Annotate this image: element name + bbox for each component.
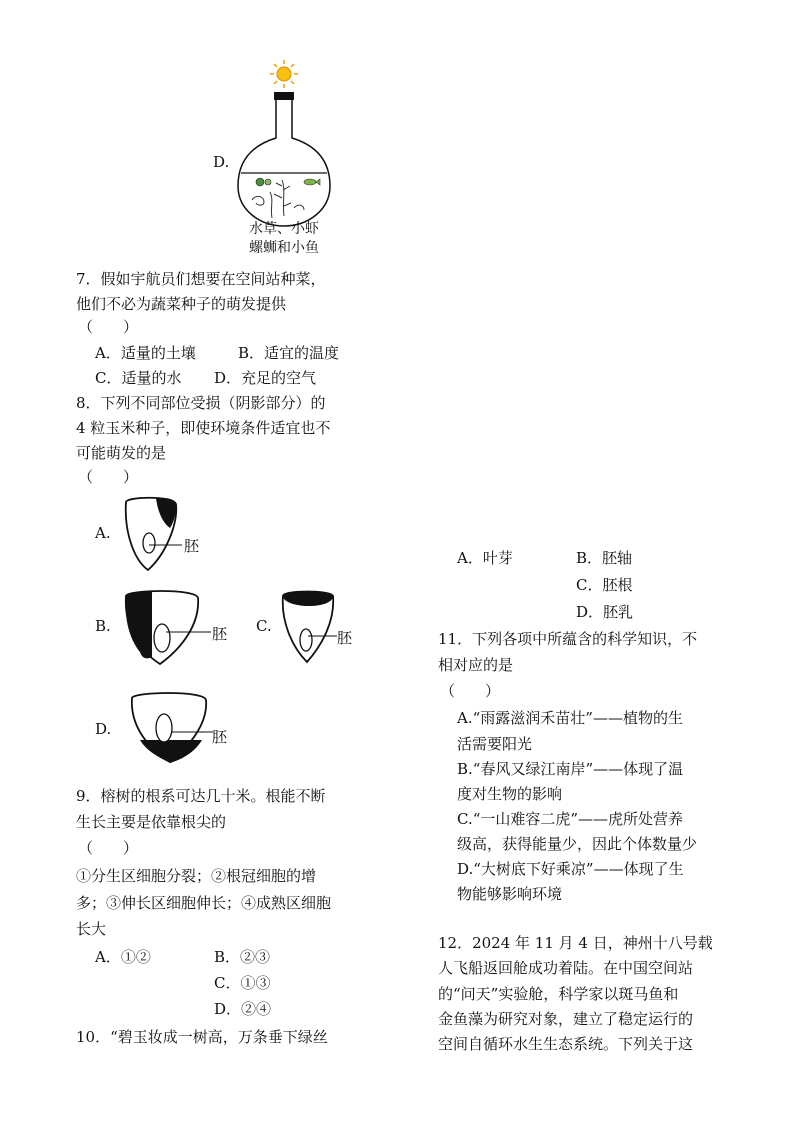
q10-option-d: D．胚乳 xyxy=(576,603,634,621)
q9-option-a: A．①② xyxy=(95,948,151,966)
flask-stopper xyxy=(274,92,294,100)
q11-option-d-line1: D.“大树底下好乘凉”——体现了生 xyxy=(457,860,684,878)
q9-answer-blank: （ ） xyxy=(78,839,139,857)
q9-option-b: B．②③ xyxy=(214,948,271,966)
q7-option-a: A．适量的土壤 xyxy=(95,344,196,362)
q12-stem-line4: 金鱼藻为研究对象，建立了稳定运行的 xyxy=(438,1010,694,1028)
seed-d-embryo-label: 胚 xyxy=(212,728,228,746)
q7-option-b: B．适宜的温度 xyxy=(238,344,340,362)
seed-b-embryo-label: 胚 xyxy=(212,625,228,643)
q8-stem-line3: 可能萌发的是 xyxy=(76,444,167,462)
q9-statements-line1: ①分生区细胞分裂；②根冠细胞的增 xyxy=(76,867,317,885)
q11-option-a-line2: 活需要阳光 xyxy=(457,735,533,753)
seed-a-pointer-line xyxy=(149,541,183,551)
q11-option-b-line2: 度对生物的影响 xyxy=(457,785,563,803)
q9-option-d: D．②④ xyxy=(214,1000,272,1018)
q7-option-d: D．充足的空气 xyxy=(214,369,317,387)
seed-a-embryo-label: 胚 xyxy=(184,537,200,555)
q12-stem-line3: 的“问天”实验舱，科学家以斑马鱼和 xyxy=(438,985,679,1003)
q11-option-c-line1: C.“一山难容二虎”——虎所处营养 xyxy=(457,810,684,828)
q8-answer-blank: （ ） xyxy=(78,468,139,486)
q11-stem-line1: 11．下列各项中所蕴含的科学知识，不 xyxy=(438,630,698,648)
q10-option-c: C．胚根 xyxy=(576,576,633,594)
q12-stem-line5: 空间自循环水生生态系统。下列关于这 xyxy=(438,1035,694,1053)
sun-icon xyxy=(270,60,298,88)
q10-stem-line1: 10．“碧玉妆成一树高，万条垂下绿丝 xyxy=(76,1028,328,1046)
flask-outline xyxy=(238,100,330,226)
corn-seed-c-figure xyxy=(279,588,337,668)
q8-seed-d-label: D. xyxy=(95,720,112,738)
q11-option-a-line1: A.“雨露滋润禾苗壮”——植物的生 xyxy=(457,709,683,727)
q9-option-c: C．①③ xyxy=(214,974,271,992)
q9-statements-line3: 长大 xyxy=(76,920,107,938)
q11-option-c-line2: 级高，获得能量少，因此个体数量少 xyxy=(457,835,698,853)
q11-option-d-line2: 物能够影响环境 xyxy=(457,885,563,903)
q12-stem-line2: 人飞船返回舱成功着陆。在中国空间站 xyxy=(438,959,694,977)
seed-c-embryo-label: 胚 xyxy=(337,629,353,647)
seed-b-pointer-line xyxy=(166,628,212,638)
q9-stem-line2: 生长主要是依靠根尖的 xyxy=(76,813,227,831)
snail-icon xyxy=(256,178,271,186)
q8-stem-line2: 4 粒玉米种子，即使环境条件适宜也不 xyxy=(76,419,331,437)
q8-seed-a-label: A. xyxy=(95,524,111,542)
q7-stem-line2: 他们不必为蔬菜种子的萌发提供 xyxy=(76,295,287,313)
corn-seed-a-figure xyxy=(120,494,182,576)
fish-icon xyxy=(304,179,320,185)
q9-stem-line1: 9．榕树的根系可达几十米。根能不断 xyxy=(76,787,326,805)
flask-caption-line1: 水草、小虾 xyxy=(249,221,319,237)
shrimp-icon xyxy=(252,196,304,210)
q8-stem-line1: 8．下列不同部位受损（阴影部分）的 xyxy=(76,394,326,412)
seed-c-pointer-line xyxy=(308,632,338,642)
q11-stem-line2: 相对应的是 xyxy=(438,656,514,674)
seed-d-embryo xyxy=(156,714,172,742)
q10-option-a: A．叶芽 xyxy=(457,549,513,567)
q9-statements-line2: 多；③伸长区细胞伸长；④成熟区细胞 xyxy=(76,894,332,912)
flask-caption-line2: 螺蛳和小鱼 xyxy=(249,240,319,256)
seed-d-pointer-line xyxy=(172,728,214,738)
q7-stem-line1: 7．假如宇航员们想要在空间站种菜， xyxy=(76,270,326,288)
q12-stem-line1: 12．2024 年 11 月 4 日，神州十八号载 xyxy=(438,934,713,952)
q7-answer-blank: （ ） xyxy=(78,318,139,336)
q8-seed-c-label: C. xyxy=(256,617,272,635)
water-plants-icon xyxy=(270,180,291,218)
q11-option-b-line1: B.“春风又绿江南岸”——体现了温 xyxy=(457,760,684,778)
q8-seed-b-label: B. xyxy=(95,617,111,635)
q7-option-c: C．适量的水 xyxy=(95,369,182,387)
q10-option-b: B．胚轴 xyxy=(576,549,633,567)
q6-option-d-label: D. xyxy=(213,153,230,171)
q11-answer-blank: （ ） xyxy=(440,682,501,700)
